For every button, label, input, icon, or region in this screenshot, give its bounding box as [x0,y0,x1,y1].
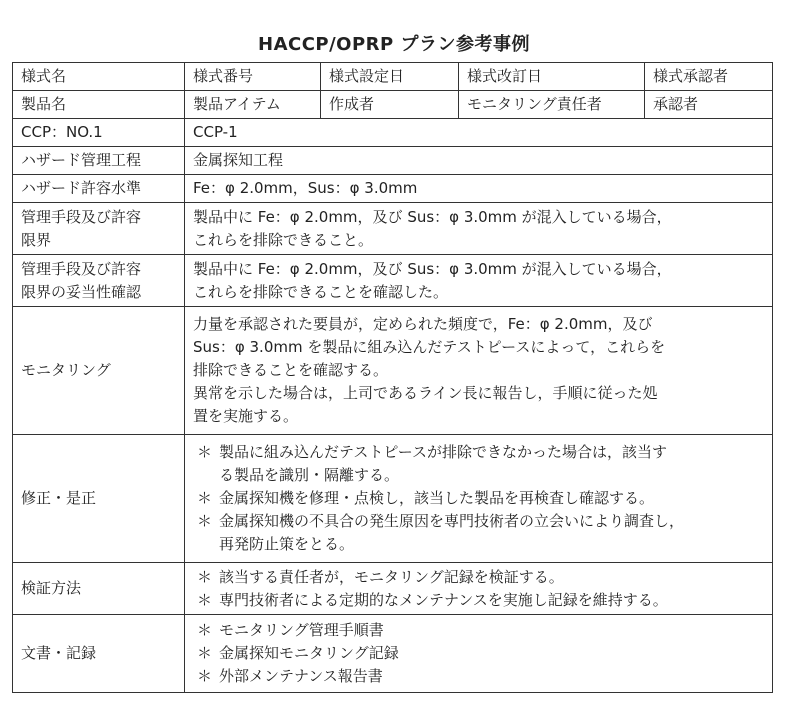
verification-list [193,566,764,612]
list-item: ＊ 該当する責任者が，モニタリング記録を検証する。 [193,566,764,589]
ccp-value: CCP-1 [185,119,773,147]
control-limit-row [13,203,773,255]
hazard-limit-label: ハザード許容水準 [13,175,185,203]
validity-label: 管理手段及び許容 限界の妥当性確認 [13,255,185,307]
document-title: HACCP/OPRP プラン参考事例 [258,34,530,55]
monitoring-manager-label: モニタリング責任者 [459,91,645,119]
approver-label: 承認者 [645,91,773,119]
author-label: 作成者 [321,91,459,119]
validity-value: 製品中に Fe：φ 2.0mm，及び Sus：φ 3.0mm が混入している場合， これらを排除できることを確認した。 [185,255,773,307]
header-row-1 [13,63,773,91]
form-name-label: 様式名 [13,63,185,91]
list-item: ＊ 金属探知機の不具合の発生原因を専門技術者の立会いにより調査し， 再発防止策をとる。 [197,512,685,553]
asterisk-bullet: ＊ [197,567,213,586]
correction-label: 修正・是正 [13,435,185,563]
correction-value [185,435,773,563]
records-list [193,619,764,688]
ccp-label: CCP：NO.1 [13,119,185,147]
asterisk-bullet: ＊ [197,621,213,639]
control-limit-value: 製品中に Fe：φ 2.0mm，及び Sus：φ 3.0mm が混入している場合， これらを排除できること。 [185,203,773,255]
hazard-process-value: 金属探知工程 [185,147,773,175]
asterisk-bullet: ＊ [197,443,213,461]
form-approver-label: 様式承認者 [645,63,773,91]
records-label: 文書・記録 [13,615,185,693]
correction-list [193,441,764,556]
form-revision-date-label: 様式改訂日 [459,63,645,91]
asterisk-bullet: ＊ [197,489,213,507]
list-item: ＊ 専門技術者による定期的なメンテナンスを実施し記録を維持する。 [193,589,764,612]
verification-row [13,563,773,615]
control-limit-label: 管理手段及び許容 限界 [13,203,185,255]
hazard-limit-row [13,175,773,203]
monitoring-value: 力量を承認された要員が，定められた頻度で，Fe：φ 2.0mm，及び Sus：φ 3.0mm を製品に組み込んだテストピースによって，これらを 排除できることを確認する。 異常を示した場合は，上司であるライン長に報告し，手順に従った処 置を実施する。 [185,307,773,435]
hazard-process-row [13,147,773,175]
hazard-process-label: ハザード管理工程 [13,147,185,175]
product-name-label: 製品名 [13,91,185,119]
asterisk-bullet: ＊ [197,590,213,609]
ccp-row [13,119,773,147]
list-item: ＊ 金属探知モニタリング記録 [193,642,764,665]
list-item: ＊ 製品に組み込んだテストピースが排除できなかった場合は，該当す る製品を識別・隔離する。 [197,443,668,484]
list-item: ＊ 外部メンテナンス報告書 [193,665,764,688]
correction-row [13,435,773,563]
verification-value [185,563,773,615]
records-value [185,615,773,693]
list-item: ＊ 金属探知機を修理・点検し，該当した製品を再検査し確認する。 [193,487,764,510]
form-set-date-label: 様式設定日 [321,63,459,91]
monitoring-label: モニタリング [13,307,185,435]
list-item: ＊ モニタリング管理手順書 [193,619,764,642]
haccp-plan-table [12,62,773,693]
hazard-limit-value: Fe：φ 2.0mm，Sus：φ 3.0mm [185,175,773,203]
monitoring-row [13,307,773,435]
header-row-2 [13,91,773,119]
asterisk-bullet: ＊ [197,512,213,530]
validity-row [13,255,773,307]
records-row [13,615,773,693]
form-number-label: 様式番号 [185,63,321,91]
product-item-label: 製品アイテム [185,91,321,119]
asterisk-bullet: ＊ [197,667,213,685]
verification-label: 検証方法 [13,563,185,615]
asterisk-bullet: ＊ [197,644,213,662]
